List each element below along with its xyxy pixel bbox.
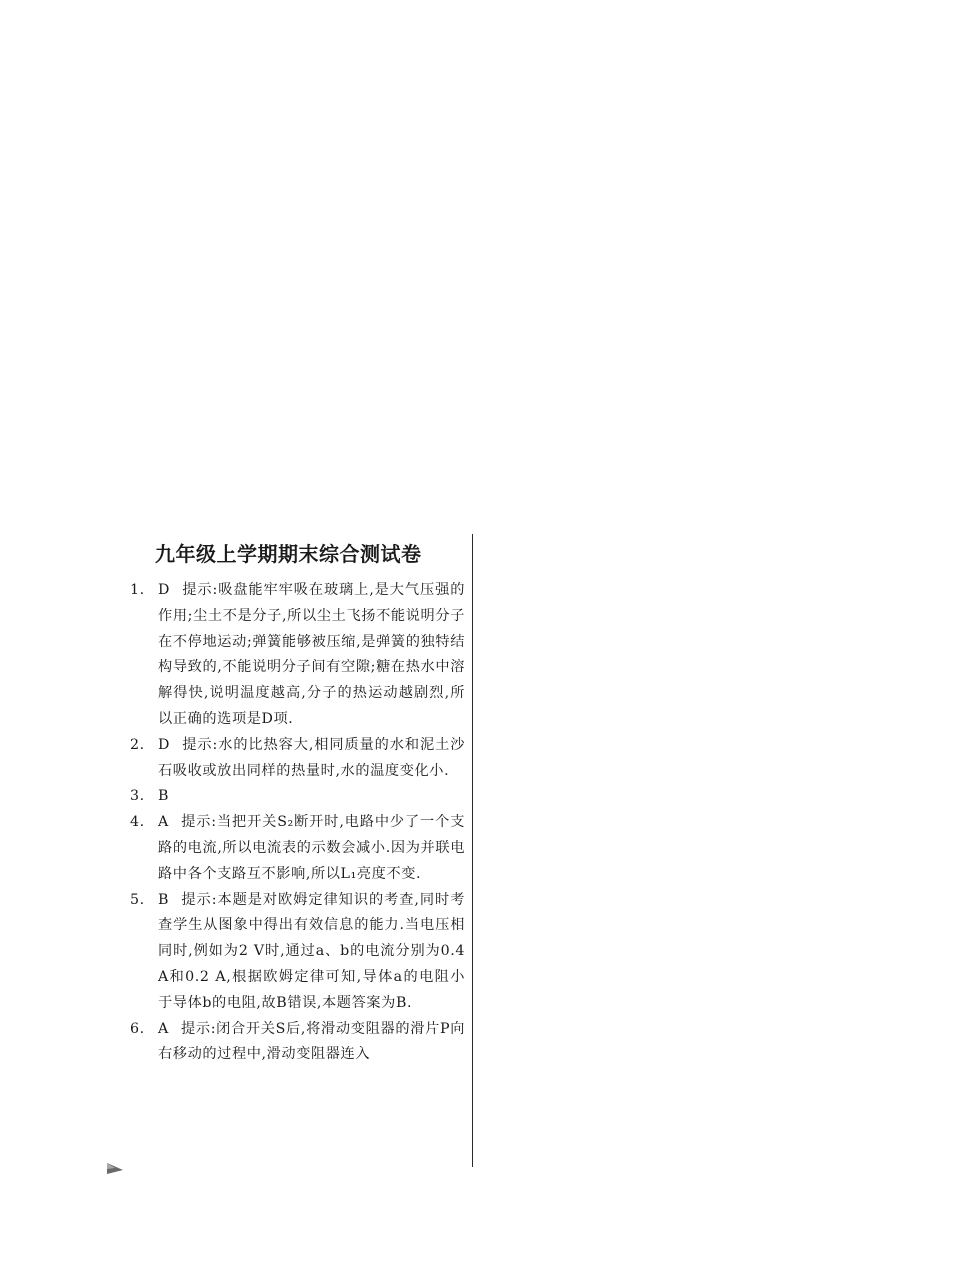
answer-key: D bbox=[158, 736, 170, 753]
answer-key: A bbox=[158, 1020, 169, 1037]
page-marker-icon bbox=[106, 1161, 124, 1175]
answer-number: 3. bbox=[130, 788, 145, 805]
answer-explanation: 提示:当把开关S₂断开时,电路中少了一个支路的电流,所以电流表的示数会减小.因为并联电路中各个支路互不影响,所以L₁亮度不变. bbox=[158, 814, 465, 882]
page-title: 九年级上学期期末综合测试卷 bbox=[155, 542, 422, 566]
answer-key: A bbox=[158, 814, 169, 831]
answer-explanation: 提示:水的比热容大,相同质量的水和泥土沙石吸收或放出同样的热量时,水的温度变化小. bbox=[158, 736, 465, 779]
answer-key: B bbox=[158, 891, 170, 908]
answer-number: 4. bbox=[130, 814, 145, 831]
answer-item bbox=[130, 810, 465, 887]
answer-key: D bbox=[158, 582, 170, 598]
answer-number: 5. bbox=[130, 891, 145, 908]
answer-item bbox=[130, 578, 465, 733]
answer-list bbox=[130, 578, 465, 1068]
answer-key: B bbox=[158, 788, 170, 805]
answer-explanation: 提示:闭合开关S后,将滑动变阻器的滑片P向右移动的过程中,滑动变阻器连入 bbox=[158, 1020, 465, 1063]
answer-number: 6. bbox=[130, 1020, 145, 1037]
answer-item bbox=[130, 1017, 465, 1069]
answer-item bbox=[130, 784, 465, 810]
answer-number: 1. bbox=[130, 582, 145, 598]
answer-explanation: 提示:吸盘能牢牢吸在玻璃上,是大气压强的作用;尘土不是分子,所以尘土飞扬不能说明分子在不停地运动;弹簧能够被压缩,是弹簧的独特结构导致的,不能说明分子间有空隙;糖在热水中溶解得快,说明温度越高,分子的热运动越剧烈,所以正确的选项是D项. bbox=[158, 582, 465, 727]
answer-item bbox=[130, 733, 465, 785]
answer-explanation: 提示:本题是对欧姆定律知识的考查,同时考查学生从图象中得出有效信息的能力.当电压相同时,例如为2 V时,通过a、b的电流分别为0.4 A和0.2 A,根据欧姆定律可知,导体a的电阻小于导体b的电阻,故B错误,本题答案为B. bbox=[158, 891, 465, 1011]
answer-item bbox=[130, 888, 465, 1017]
answer-number: 2. bbox=[130, 736, 145, 753]
column-divider bbox=[472, 534, 473, 1167]
